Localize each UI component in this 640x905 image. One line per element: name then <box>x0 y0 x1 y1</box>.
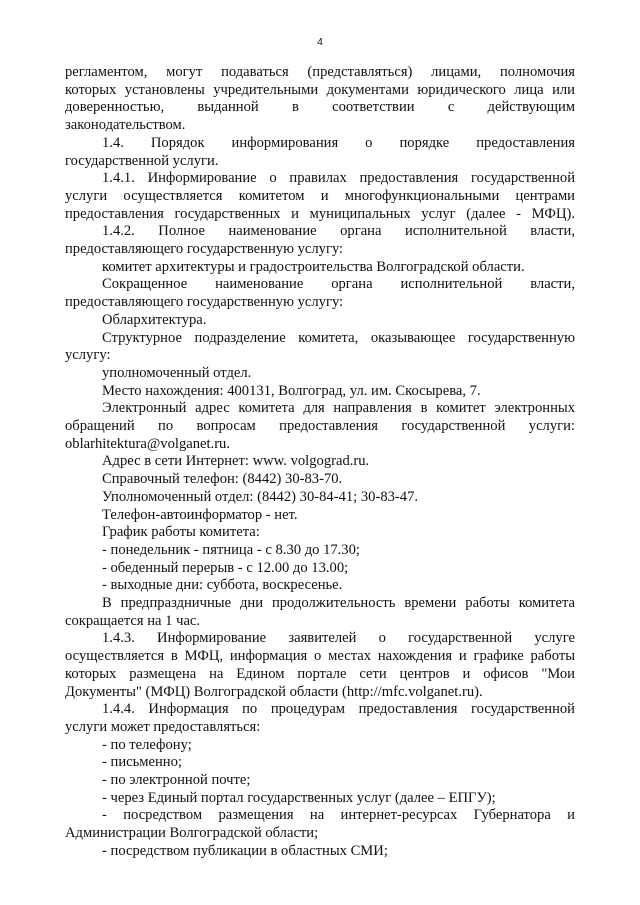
text-line: - обеденный перерыв - с 12.00 до 13.00; <box>102 559 349 576</box>
text-line: Сокращенное наименование органа исполнительной власти, <box>102 276 575 293</box>
text-line: Структурное подразделение комитета, оказывающее государственную <box>102 329 575 346</box>
text-line: Уполномоченный отдел: (8442) 30-84-41; 30-83-47. <box>102 488 419 505</box>
text-line: услуги осуществляется комитетом и многофункциональными центрами <box>65 187 575 204</box>
text-line: 1.4.4. Информация по процедурам предоставления государственной <box>102 701 575 718</box>
text-line: 1.4.1. Информирование о правилах предоставления государственной <box>102 170 575 187</box>
text-line: которых размещена на Едином портале сети центров и офисов "Мои <box>65 665 575 682</box>
text-line: - посредством размещения на интернет-ресурсах Губернатора и <box>102 807 575 824</box>
text-line: предоставляющего государственную услугу: <box>65 294 344 311</box>
text-line: услуги может предоставляться: <box>65 718 261 735</box>
text-line: График работы комитета: <box>102 524 260 541</box>
text-line: - по электронной почте; <box>102 772 251 788</box>
text-line: - письменно; <box>102 754 182 771</box>
text-line: осуществляется в МФЦ, информация о местах нахождения и графике работы <box>65 648 575 665</box>
text-line: - по телефону; <box>102 736 192 753</box>
text-line: Облархитектура. <box>102 311 207 328</box>
text-line: - через Единый портал государственных услуг (далее – ЕПГУ); <box>102 789 496 806</box>
text-line: предоставляющего государственную услугу: <box>65 241 344 257</box>
text-line: государственной услуги. <box>65 152 219 169</box>
text-line: доверенностью, выданной в соответствии с действующим <box>65 99 575 116</box>
text-line: oblarhitektura@volganet.ru. <box>65 435 230 452</box>
text-line: сокращается на 1 час. <box>65 612 201 629</box>
text-line: Документы" (МФЦ) Волгоградской области (http://mfc.volganet.ru). <box>65 683 483 700</box>
text-line: комитет архитектуры и градостроительства Волгоградской области. <box>102 258 525 275</box>
text-line: Место нахождения: 400131, Волгоград, ул. им. Скосырева, 7. <box>102 382 481 399</box>
text-line: 1.4. Порядок информирования о порядке предоставления <box>102 134 575 151</box>
text-line: которых установлены учредительными документами юридического лица или <box>65 81 575 98</box>
text-line: законодательством. <box>65 117 186 134</box>
text-line: обращений по вопросам предоставления государственной услуги: <box>65 418 575 434</box>
text-line: регламентом, могут подаваться (представляться) лицами, полномочия <box>65 64 575 80</box>
text-line: - понедельник - пятница - с 8.30 до 17.30; <box>102 541 360 558</box>
text-line: уполномоченный отдел. <box>102 364 252 381</box>
text-line: Электронный адрес комитета для направления в комитет электронных <box>102 400 575 417</box>
text-line: - посредством публикации в областных СМИ; <box>102 842 388 859</box>
text-line: 1.4.2. Полное наименование органа исполнительной власти, <box>102 223 575 240</box>
text-line: - выходные дни: суббота, воскресенье. <box>102 577 343 594</box>
page-number: 4 <box>317 37 323 48</box>
text-line: Телефон-автоинформатор - нет. <box>102 506 298 523</box>
text-line: услугу: <box>65 347 111 364</box>
text-line: В предпраздничные дни продолжительность времени работы комитета <box>102 595 575 611</box>
text-line: 1.4.3. Информирование заявителей о государственной услуге <box>102 630 575 647</box>
text-line: предоставления государственных и муниципальных услуг (далее - МФЦ). <box>65 205 575 222</box>
text-line: Справочный телефон: (8442) 30-83-70. <box>102 471 343 488</box>
text-line: Администрации Волгоградской области; <box>65 825 319 842</box>
text-line: Адрес в сети Интернет: www. volgograd.ru. <box>102 453 370 470</box>
